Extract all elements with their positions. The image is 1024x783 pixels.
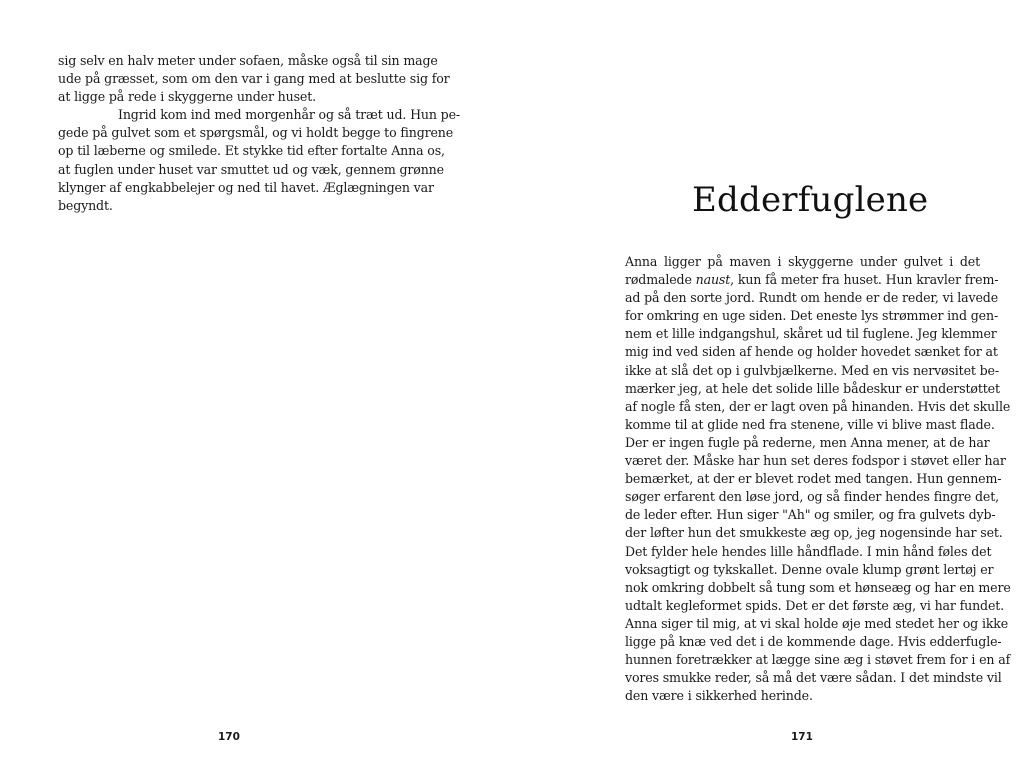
text-line: ligge på knæ ved det i de kommende dage. Hvis edderfugle- — [625, 633, 1002, 649]
text-line: de leder efter. Hun siger "Ah" og smiler, og fra gulvets dyb- — [625, 507, 996, 523]
text-line: udtalt kegleformet spids. Det er det første æg, vi har fundet. — [625, 597, 1005, 613]
text-line: været der. Måske har hun set deres fodspor i støvet eller har — [625, 453, 1006, 469]
text-line: Anna ligger på maven i skyggerne under gulvet i det — [625, 254, 980, 269]
right-page — [512, 0, 1024, 783]
text-line: Det fylder hele hendes lille håndflade. I min hånd føles det — [625, 543, 992, 559]
text-line: vores smukke reder, så må det være sådan. I det mindste vil — [625, 670, 1002, 686]
text-line: at fuglen under huset var smuttet ud og væk, gennem grønne — [58, 161, 444, 177]
text-line: hunnen foretrækker at lægge sine æg i støvet frem for i en af — [625, 652, 1011, 668]
text-line: for omkring en uge siden. Det eneste lys strømmer ind gen- — [625, 308, 999, 324]
text-line: mærker jeg, at hele det solide lille bådeskur er understøttet — [625, 380, 1000, 396]
chapter-title: Edderfuglene — [692, 180, 929, 220]
page-number-left: 170 — [218, 731, 240, 743]
text-line: ude på græsset, som om den var i gang med at beslutte sig for — [58, 71, 450, 87]
right-page-text — [625, 253, 1011, 705]
text-fragment: , kun få meter fra huset. Hun kravler frem- — [730, 272, 999, 288]
italic-word: naust — [695, 272, 731, 288]
text-line: op til læberne og smilede. Et stykke tid efter fortalte Anna os, — [58, 143, 445, 159]
text-line: at ligge på rede i skyggerne under huset. — [58, 89, 316, 105]
text-line: ad på den sorte jord. Rundt om hende er de reder, vi lavede — [625, 290, 999, 306]
text-line: klynger af engkabbelejer og ned til havet. Æglægningen var — [58, 179, 434, 195]
text-line: begyndt. — [58, 197, 113, 213]
text-line: Anna siger til mig, at vi skal holde øje med stedet her og ikke — [625, 615, 1009, 631]
text-line: søger erfarent den løse jord, og så finder hendes fingre det, — [625, 489, 999, 505]
text-line: ikke at slå det op i gulvbjælkerne. Med en vis nervøsitet be- — [625, 362, 999, 378]
text-line: gede på gulvet som et spørgsmål, og vi holdt begge to fingrene — [58, 125, 454, 141]
text-line: nok omkring dobbelt så tung som et hønseæg og har en mere — [625, 579, 1011, 595]
text-line: Der er ingen fugle på rederne, men Anna mener, at de har — [625, 434, 990, 450]
text-line: af nogle få sten, der er lagt oven på hinanden. Hvis det skulle — [625, 398, 1011, 414]
text-line: komme til at glide ned fra stenene, ville vi blive mast flade. — [625, 416, 995, 432]
text-line: bemærket, at der er blevet rodet med tangen. Hun gennem- — [625, 471, 1002, 487]
text-line: Ingrid kom ind med morgenhår og så træt ud. Hun pe- — [118, 107, 461, 123]
text-line: nem et lille indgangshul, skåret ud til fuglene. Jeg klemmer — [625, 326, 997, 342]
text-line: mig ind ved siden af hende og holder hovedet sænket for at — [625, 344, 998, 360]
text-line: den være i sikkerhed herinde. — [625, 688, 813, 704]
text-line: der løfter hun det smukkeste æg op, jeg nogensinde har set. — [625, 525, 1003, 541]
text-line: voksagtigt og tykskallet. Denne ovale klump grønt lertøj er — [625, 561, 994, 577]
left-page-text — [58, 52, 461, 215]
page-number-right: 171 — [791, 731, 813, 743]
text-fragment: rødmalede — [625, 272, 696, 288]
text-line: sig selv en halv meter under sofaen, måske også til sin mage — [58, 53, 438, 68]
text-line-with-italic — [625, 271, 999, 289]
